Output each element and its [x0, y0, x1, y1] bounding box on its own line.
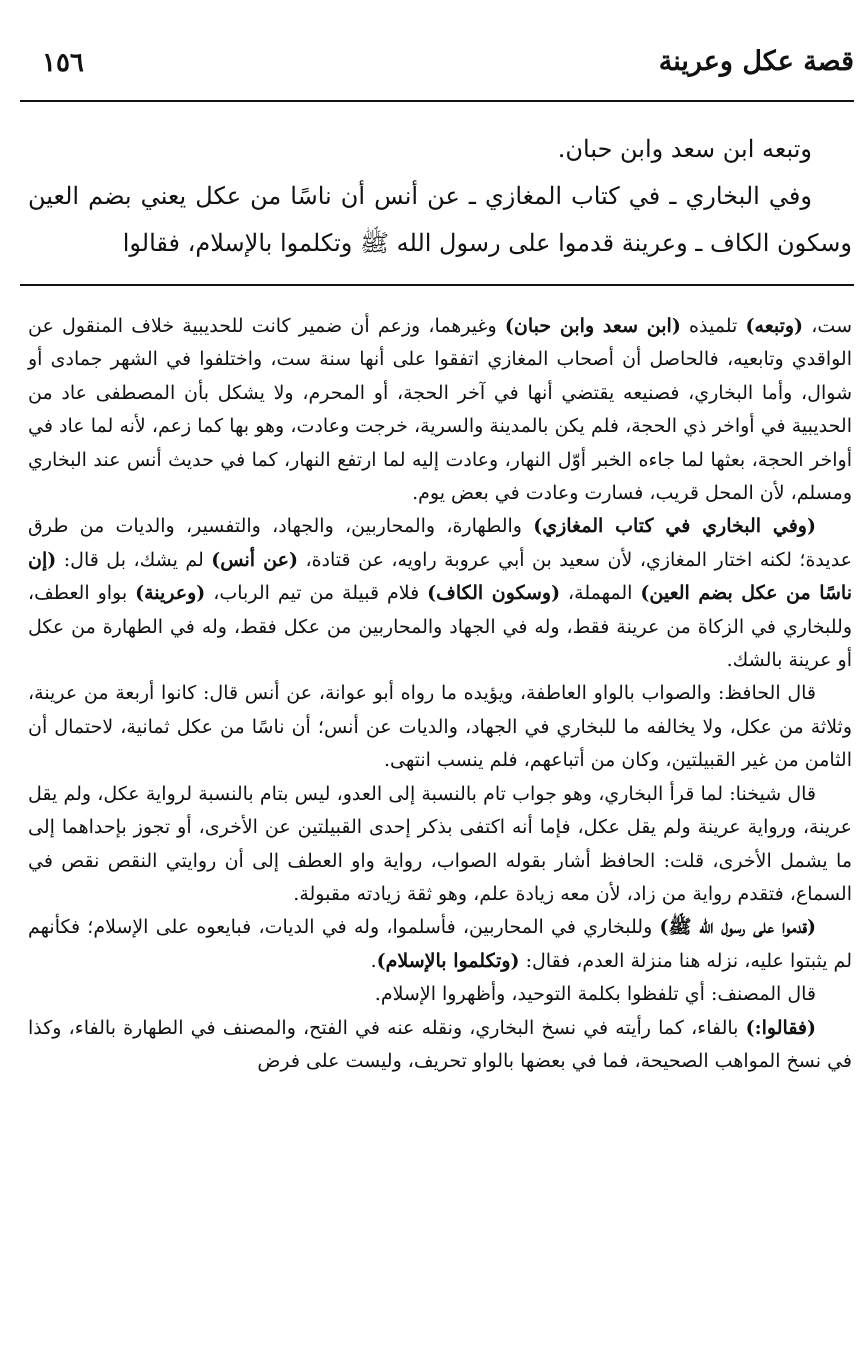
text-run: فلام قبيلة من تيم الرباب، [205, 582, 428, 605]
text-run: لم يشك، بل قال: [56, 548, 212, 571]
footnote-separator [20, 284, 854, 286]
commentary-paragraph-6: قال المصنف: أي تلفظوا بكلمة التوحيد، وأظهروا الإسلام. [374, 983, 816, 1006]
text-run: المهملة، [560, 582, 641, 605]
commentary-paragraph-7 [28, 1012, 852, 1079]
text-run: تلميذه [680, 315, 746, 337]
text-run: والطهارة، والمحاربين، والجهاد، والتفسير، والديات من طرق عديدة؛ لكنه اختار المغازي، لأن سعيد بن أبي عروبة راويه، عن قتادة، [28, 515, 852, 571]
quoted-lemma: (وتبعه) [745, 315, 804, 337]
text-run: بواو العطف، وللبخاري في الزكاة من عرينة فقط، وله في الجهاد والمحاربين من عكل فقط، وله في الطهارة من عكل أو عرينة بالشك. [28, 582, 852, 672]
commentary-paragraph-1 [28, 310, 852, 510]
page-number: ١٥٦ [42, 48, 84, 78]
main-text-block [28, 126, 852, 267]
text-run: وغيرهما، وزعم أن ضمير كانت للحديبية خلاف المنقول عن الواقدي وتابعيه، فالحاصل أن أصحاب المغازي اتفقوا على أنها سنة ست، واختلفوا في الشهر جمادى أو شوال، وأما البخاري، فصنيعه يقتضي أنها في آخر الحجة، أو المحرم، ولا يشكل بأن المصطفى عاد من الحديبية في أواخر ذي الحجة، فلم يكن بالمدينة والسرية، خرجت وعادت، وهو بها كما زعم، لأنه لما عاد في أواخر الحجة، بعثها لما جاءه الخبر أوّل النهار، وعادت إليه لما ارتفع النهار، كما في حديث أنس عند البخاري ومسلم، لأن المحل قريب، فسارت وعادت في بعض يوم. [28, 315, 852, 505]
header-rule [20, 100, 854, 102]
text-run: وللبخاري في المحاربين، فأسلموا، وله في الديات، فبايعوه على الإسلام؛ فكأنهم لم يثبتوا عليه، نزله هنا منزلة العدم، فقال: [28, 916, 852, 972]
running-title: قصة عكل وعرينة [658, 46, 854, 77]
main-text-paragraph-2: وفي البخاري ـ في كتاب المغازي ـ عن أنس أن ناسًا من عكل يعني بضم العين وسكون الكاف ـ وعرينة قدموا على رسول الله ﷺ وتكلموا بالإسلام، فقالوا [28, 182, 852, 257]
commentary-paragraph-4: قال شيخنا: لما قرأ البخاري، وهو جواب تام بالنسبة إلى العدو، ليس بتام بالنسبة لرواية عكل، ولم يقل عرينة، ورواية عرينة ولم يقل عكل، فإما أنه اكتفى بذكر إحدى القبيلتين عن الأخرى، أو تجوز بإحداهما إلى ما يشمل الأخرى، قلت: الحافظ أشار بقوله الصواب، رواية واو العطف إلى أن روايتي النقص نقص في السماع، فتقدم رواية من زاد، لأن معه زيادة علم، وهو ثقة زيادته مقبولة. [28, 782, 852, 905]
quoted-lemma: (قدموا على رسول الله ﷺ) [659, 916, 816, 939]
quoted-lemma: (عن أنس) [211, 548, 298, 571]
quoted-lemma: (وتكلموا بالإسلام) [376, 949, 520, 972]
main-text-line-1: وتبعه ابن سعد وابن حبان. [557, 135, 812, 163]
commentary-block [28, 310, 852, 1078]
commentary-paragraph-3: قال الحافظ: والصواب بالواو العاطفة، ويؤيده ما رواه أبو عوانة، عن أنس قال: كانوا أربعة من عرينة، وثلاثة من عكل، ولا يخالفه ما للبخاري في الجهاد، والديات عن أنس؛ أن ناسًا من عكل ثمانية، لاحتمال أن الثامن من غير القبيلتين، وكان من أتباعهم، فلم ينسب انتهى. [28, 682, 852, 772]
quoted-lemma: (وسكون الكاف) [427, 582, 561, 605]
text-run: ست، [803, 315, 852, 337]
quoted-lemma: (ابن سعد وابن حبان) [504, 315, 681, 337]
quoted-lemma: (فقالوا:) [745, 1016, 816, 1039]
text-run: بالفاء، كما رأيته في نسخ البخاري، ونقله عنه في الفتح، والمصنف في الطهارة بالفاء، وكذا في نسخ المواهب الصحيحة، فما في بعضها بالواو تحريف، وليست على فرض [28, 1016, 852, 1072]
quoted-lemma: (وفي البخاري في كتاب المغازي) [533, 515, 816, 538]
commentary-paragraph-5 [28, 911, 852, 978]
quoted-lemma: (إن ناسًا من عكل بضم العين) [28, 548, 852, 605]
quoted-lemma: (وعرينة) [135, 582, 206, 605]
text-run: . [370, 949, 377, 972]
commentary-paragraph-2 [28, 510, 852, 677]
